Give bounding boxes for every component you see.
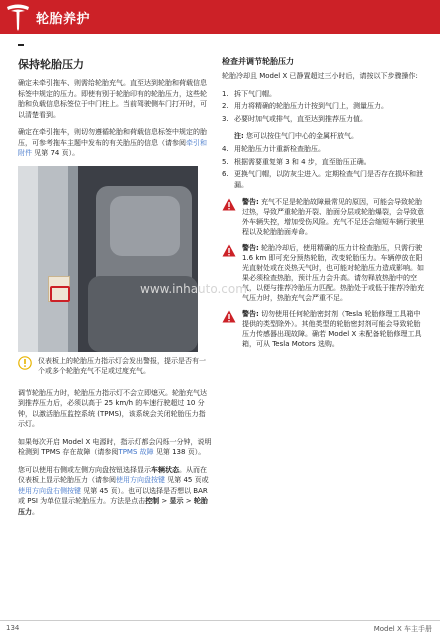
step-item: 4. 用轮胎压力计重新检查胎压。 xyxy=(222,145,325,153)
step-item: 6. 更换气门帽，以防灰尘进入。定期检查气门是否存在损坏和泄漏。 xyxy=(222,170,423,189)
watermark: www.inhauto.com xyxy=(140,282,247,296)
door-pillar-photo xyxy=(18,166,198,352)
step3-note: 注: 您可以按住气门中心的金属杆放气。 xyxy=(234,132,359,140)
link-steering-buttons[interactable]: 使用方向盘按键 xyxy=(116,476,165,484)
warning-triangle-icon xyxy=(222,310,236,323)
footer-divider xyxy=(0,620,440,621)
tire-warning-note xyxy=(18,356,212,376)
paragraph-4: 如果每次开启 Model X 电源时，指示灯都会闪烁一分钟，说明检测到 TPMS 存在故障（请参阅TPMS 故障 见第 138 页）。 xyxy=(18,437,212,456)
page-title: 轮胎养护 xyxy=(36,12,91,27)
paragraph-1: 确定未牵引拖车、则需给轮胎充气。直至达到轮胎和荷载信息标签中规定的压力。即使有别于轮胎印有的轮胎压力，这些轮胎和负载信息标签位于中门柱上。当前驾驶侧车门打开时，可以清楚看到。 xyxy=(18,79,207,119)
section-title-check-pressure: 检查并调节轮胎压力 xyxy=(222,57,294,66)
link-tpms-fault[interactable]: TPMS 故障 xyxy=(118,448,154,456)
note-text: 仪表板上的轮胎压力指示灯会发出警报，提示是否有一个或多个轮胎充气不足或过度充气。 xyxy=(38,356,206,375)
steps-list xyxy=(222,89,424,125)
paragraph-5: 您可以使用右侧或左侧方向盘按钮选择显示车辆状态。从而在仪表板上显示轮胎压力（请参阅使用方向盘按键 见第 45 页或使用方向盘右侧按键 见第 45 页）。也可以选择是否想以 BAR 或 PSI 为单位显示轮胎压力。方法是点击控制 > 显示 > 轮胎压力。 xyxy=(18,465,209,516)
page-number: 134 xyxy=(6,624,20,632)
right-column xyxy=(222,56,424,355)
step-item: 1. 拆下气门帽。 xyxy=(222,89,276,98)
paragraph-3: 调节轮胎压力时，轮胎压力指示灯不会立即熄灭。轮胎充气达到推荐压力后，必须以高于 25 km/h 的车速行驶超过 10 分钟，以激活胎压监控系统 (TPMS)，该系统会关闭轮胎压力指示灯。 xyxy=(18,388,207,428)
paragraph-2: 确定在牵引拖车，则切勿遵循轮胎和荷载信息标签中规定的胎压，可参考拖车主题中发布的有关胎压的信息（请参阅牵引和附件 见第 74 页）。 xyxy=(18,128,207,157)
intro-paragraph: 轮胎冷却且 Model X 已静置超过三小时后，请按以下步骤操作: xyxy=(222,72,418,80)
link-towing[interactable]: 牵引和附件 xyxy=(18,138,207,157)
warning-triangle-icon xyxy=(222,198,236,211)
label-callout-box xyxy=(50,286,70,302)
manual-title: Model X 车主手册 xyxy=(373,625,432,633)
warning-underinflation: 警告: 充气不足是轮胎故障最常见的原因，可能会导致轮胎过热，导致严重轮胎开裂、胎面分层或轮胎爆裂，会导致意外车辆失控，增加受伤风险。充气不足还会缩短车辆行驶里程以及轮胎胎面寿命。 xyxy=(222,197,424,237)
divider-dash xyxy=(18,44,24,46)
warning-triangle-icon xyxy=(222,244,236,257)
step-item: 5. 根据需要重复第 3 和 4 步，直至胎压正确。 xyxy=(222,157,371,166)
warning-sealant: 警告: 切勿使用任何轮胎密封剂（Tesla 轮胎修理工具箱中提供的类型除外）。其他类型的轮胎密封剂可能会导致轮胎压力传感器出现故障。确若 Model X 未配备轮胎修理工具箱，可从 Tesla Motors 选购。 xyxy=(222,309,424,349)
step-item: 3. 必要时加气或排气，直至达到推荐压力值。 xyxy=(222,114,367,123)
warning-cold-tires: 警告: 轮胎冷却后，使用精确的压力计检查胎压，只需行驶 1.6 km 即可充分预热轮胎，改变轮胎压力。车辆停放在阳光直射处或在炎热天气时，也可能对轮胎压力造成影响。如果必须检查热胎，预计压力会升高。请勿释放热胎中的空气，以便与推荐冷胎压力匹配。热胎处于或低于推荐冷胎充气压力时，热胎充气会严重不足。 xyxy=(222,243,424,303)
section-title-maintain-pressure: 保持轮胎压力 xyxy=(18,58,84,71)
tesla-logo-icon xyxy=(4,2,32,32)
steps-list-continued xyxy=(222,144,424,190)
link-right-steering-buttons[interactable]: 使用方向盘右侧按键 xyxy=(18,486,81,495)
page-header xyxy=(0,0,440,34)
step-item: 2. 用力将精确的轮胎压力计按到气门上，测量压力。 xyxy=(222,102,388,110)
info-note-icon xyxy=(18,356,32,370)
